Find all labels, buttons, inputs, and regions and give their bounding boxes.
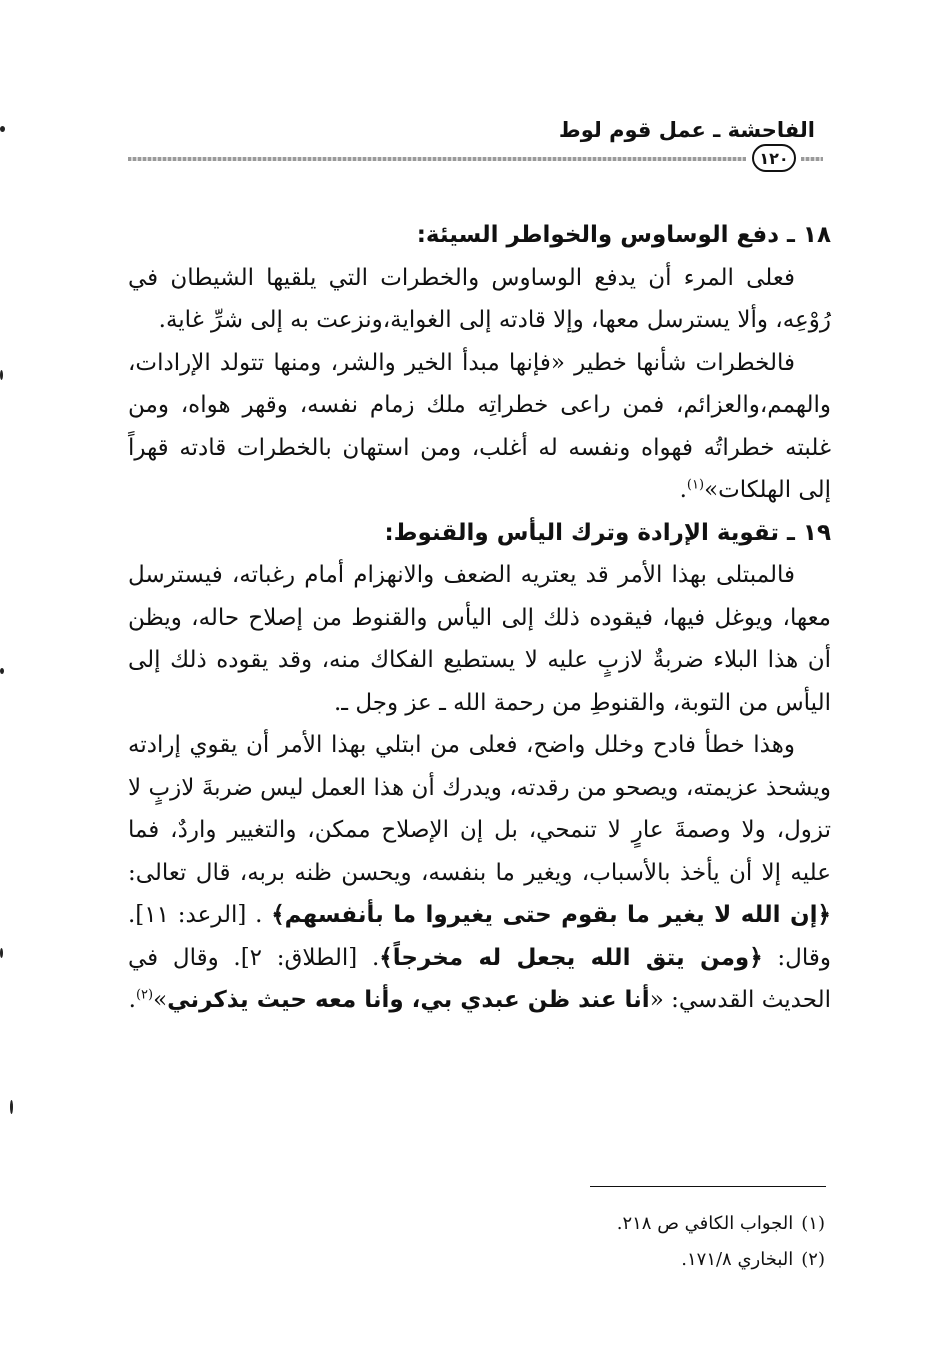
section-18-paragraph-2 (128, 342, 831, 512)
scan-speck (10, 1100, 13, 1114)
header-rule (128, 157, 746, 161)
section-19-paragraph-2-text-a: وهذا خطأ فادح وخلل واضح، فعلى من ابتلي بهذا الأمر أن يقوي إرادته ويشحذ عزيمته، ويصحو من رقدته، ويدرك أن هذا العمل ليس ضربةَ لازبٍ لا تزول، ولا وصمةَ عارٍ لا تنمحي، بل إن الإصلاح ممكن، والتغيير واردٌ، فما عليه إلا أن يأخذ بالأسباب، ويغير ما بنفسه، ويحسن ظنه بربه، قال تعالى: (128, 732, 831, 886)
section-19-paragraph-2-text-b: . [الرعد: ١١]. وقال: (128, 902, 831, 971)
quran-verse-1: ﴿إن الله لا يغير ما بقوم حتى يغيروا ما بأنفسهم﴾ (271, 902, 831, 928)
hadith-quote: أنا عند ظن عبدي بي، وأنا معه حيث يذكرني (167, 987, 650, 1013)
footnote-ref-1: (١) (686, 477, 705, 493)
scan-speck (0, 370, 3, 380)
section-19-paragraph-2-text-d: » (153, 987, 168, 1013)
section-19-paragraph-2-end: . (128, 987, 136, 1013)
section-18-paragraph-2-end: . (679, 477, 687, 503)
footnote-2-text: البخاري ١٧١/٨. (681, 1249, 794, 1270)
footnotes (617, 1206, 825, 1278)
running-title: الفاحشة ـ عمل قوم لوط (558, 118, 815, 142)
footnote-1-text: الجواب الكافي ص ٢١٨. (616, 1213, 794, 1234)
page-number: ١٢٠ (759, 148, 789, 168)
scan-speck (0, 126, 5, 132)
footnote-separator (590, 1186, 826, 1187)
body-text (128, 214, 831, 1022)
section-18-paragraph-1: فعلى المرء أن يدفع الوساوس والخطرات التي يلقيها الشيطان في رُوْعِه، وألا يسترسل معها، وإلا قادته إلى الغواية،ونزعت به إلى شرِّ غاية. (128, 264, 831, 333)
section-19-paragraph-1: فالمبتلى بهذا الأمر قد يعتريه الضعف والانهزام أمام رغباته، فيسترسل معها، ويوغل فيها، فيقوده ذلك إلى اليأس والقنوط من إصلاح حاله، ويظن أن هذا البلاء ضربةٌ لازبٍ عليه لا يستطيع الفكاك منه، وقد يقوده ذلك إلى اليأس من التوبة، والقنوطِ من رحمة الله ـ عز وجل ـ. (128, 562, 831, 716)
footnote-ref-2: (٢) (135, 987, 154, 1003)
scan-speck (0, 948, 3, 958)
section-19-paragraph-2-text-c: . [الطلاق: ٢]. وقال في الحديث القدسي: « (128, 944, 831, 1013)
section-19-paragraph-2 (128, 724, 831, 1022)
footnote-2 (617, 1242, 825, 1278)
footnote-1-number: (١) (801, 1213, 825, 1234)
section-18-heading: ١٨ ـ دفع الوساوس والخواطر السيئة: (416, 222, 831, 248)
section-19-heading: ١٩ ـ تقوية الإرادة وترك اليأس والقنوط: (384, 519, 831, 546)
page-number-badge (752, 144, 796, 172)
footnote-2-number: (٢) (801, 1249, 825, 1270)
section-18-paragraph-2-text: فالخطرات شأنها خطير «فإنها مبدأ الخير والشر، ومنها تتولد الإرادات، والهمم،والعزائم، فمن راعى خطراتِه ملك زمام نفسه، وقهر هواه، ومن غلبته خطراتُه فهواه ونفسه له أغلب، ومن استهان بالخطرات قادته قهراً إلى الهلكات» (128, 349, 831, 503)
quran-verse-2: ﴿ومن يتق الله يجعل له مخرجاً﴾ (379, 944, 763, 971)
footnote-1 (617, 1206, 825, 1242)
scan-speck (0, 668, 4, 674)
header-rule-tail (801, 157, 823, 161)
